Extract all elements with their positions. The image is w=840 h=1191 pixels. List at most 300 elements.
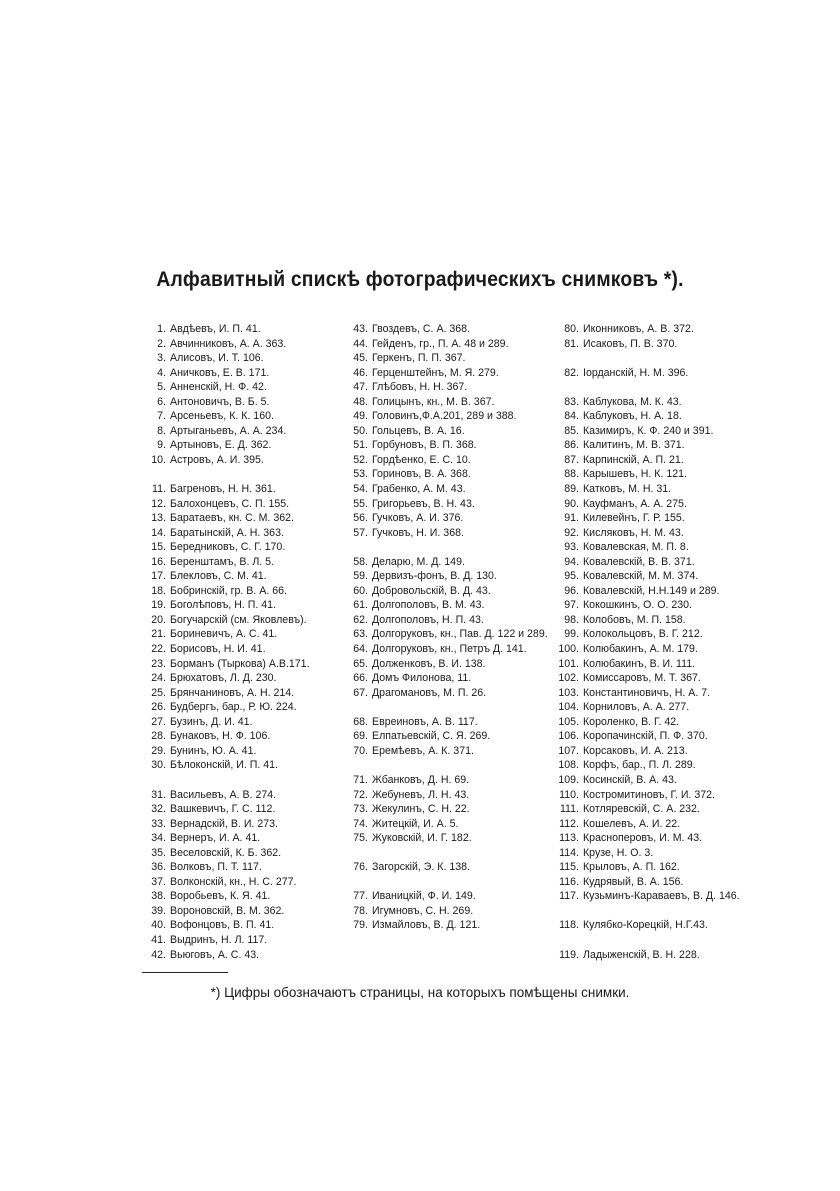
index-entry [553, 889, 753, 904]
index-entry [140, 337, 340, 352]
entry-number: 48. [353, 395, 368, 408]
entry-text: Баратынскій, А. Н. 363. [170, 526, 284, 539]
entry-text: Жебуневъ, Л. Н. 43. [372, 788, 470, 801]
entry-text: Волконскій, кн., Н. С. 277. [170, 875, 297, 888]
entry-number: 78. [353, 904, 368, 917]
entry-text: Корниловъ, А. А. 277. [583, 701, 690, 714]
entry-number: 62. [353, 613, 368, 626]
entry-number: 82. [564, 366, 579, 379]
entry-text: Короленко, В. Г. 42. [583, 715, 680, 728]
entry-text: Долженковъ, В. И. 138. [372, 657, 486, 670]
entry-text: Жекулинъ, С. Н. 22. [372, 803, 470, 816]
entry-text: Авдѣевъ, И. П. 41. [170, 323, 261, 335]
index-entry [140, 700, 340, 715]
entry-text: Крыловъ, А. П. 162. [583, 861, 680, 874]
index-entry [553, 395, 753, 410]
entry-number: 7. [157, 410, 166, 423]
entry-number: 89. [564, 483, 579, 496]
index-entry [140, 438, 340, 453]
entry-text: Ковалевская, М. П. 8. [583, 541, 689, 554]
entry-number: 9. [157, 439, 166, 452]
entry-text: Борисовъ, Н. И. 41. [170, 643, 266, 656]
entry-text: Крузе, Н. О. 3. [583, 846, 654, 859]
index-entry [342, 424, 552, 439]
entry-text: Геркенъ, П. П. 367. [372, 352, 466, 365]
entry-text: Бунинъ, Ю. А. 41. [170, 744, 257, 757]
entry-number: 92. [564, 526, 579, 539]
entry-text: Антоновичъ, В. Б. 5. [170, 395, 270, 408]
entry-number: 101. [558, 657, 579, 670]
index-entry [342, 511, 552, 526]
index-entry [140, 555, 340, 570]
entry-number: 22. [151, 643, 166, 656]
entry-number: 114. [559, 846, 579, 859]
entry-text: Колокольцовъ, В. Г. 212. [583, 628, 703, 641]
entry-text: Колюбакинъ, В. И. 111. [583, 657, 696, 670]
entry-number: 36. [151, 861, 166, 874]
entry-text: Каблуковъ, Н. А. 18. [583, 410, 682, 423]
entry-text: Іорданскій, Н. М. 396. [583, 366, 689, 379]
entry-number: 79. [353, 919, 368, 932]
index-entry [342, 860, 552, 875]
entry-text: Грабенко, А. М. 43. [372, 483, 466, 496]
index-entry [553, 657, 753, 672]
index-entry [140, 686, 340, 701]
entry-text: Авчинниковъ, А. А. 363. [170, 337, 287, 350]
entry-text: Иконниковъ, А. В. 372. [583, 323, 694, 335]
entry-number: 33. [151, 817, 166, 830]
entry-number: 104. [558, 701, 579, 714]
entry-text: Комиссаровъ, М. Т. 367. [583, 672, 701, 685]
index-entry [140, 788, 340, 803]
entry-number: 77. [353, 890, 368, 903]
entry-number: 68. [353, 715, 368, 728]
entry-number: 40. [151, 919, 166, 932]
entry-number: 109. [558, 773, 579, 786]
index-entry [140, 366, 340, 381]
entry-number: 66. [353, 672, 368, 685]
index-entry [553, 627, 753, 642]
entry-number: 39. [151, 904, 166, 917]
index-column-2 [342, 322, 552, 933]
entry-number: 31. [151, 788, 166, 801]
entry-text: Долгоруковъ, кн., Петръ Д. 141. [372, 643, 527, 656]
entry-text: Вороновскій, В. М. 362. [170, 904, 285, 917]
entry-number: 11. [152, 483, 166, 496]
entry-number: 26. [151, 701, 166, 714]
entry-text: Кокошкинъ, О. О. 230. [583, 599, 692, 612]
entry-number: 27. [151, 715, 166, 728]
entry-number: 115. [559, 861, 579, 874]
index-entry [553, 497, 753, 512]
index-column-3 [553, 322, 753, 962]
entry-number: 61. [353, 599, 368, 612]
entry-number: 10. [151, 453, 166, 466]
entry-number: 75. [353, 832, 368, 845]
index-entry [342, 904, 552, 919]
index-entry [342, 366, 552, 381]
entry-text: Аничковъ, Е. В. 171. [170, 366, 270, 379]
entry-text: Волковъ, П. Т. 117. [170, 861, 262, 874]
entry-text: Корфъ, бар., П. Л. 289. [583, 759, 696, 772]
entry-number: 88. [564, 468, 579, 481]
entry-number: 94. [564, 555, 579, 568]
index-entry [140, 904, 340, 919]
entry-text: Бунаковъ, Н. Ф. 106. [170, 730, 271, 743]
index-entry [553, 642, 753, 657]
index-entry [342, 467, 552, 482]
entry-number: 14. [151, 526, 166, 539]
entry-number: 44. [353, 337, 368, 350]
index-entry [140, 831, 340, 846]
entry-number: 28. [151, 730, 166, 743]
entry-text: Вернадскій, В. И. 273. [170, 817, 278, 830]
index-entry [140, 511, 340, 526]
entry-text: Будбергъ, бар., Р. Ю. 224. [170, 701, 297, 714]
entry-text: Карышевъ, Н. К. 121. [583, 468, 687, 481]
entry-text: Веселовскій, К. Б. 362. [170, 846, 282, 859]
entry-text: Кузьминъ-Караваевъ, В. Д. 146. [583, 890, 740, 903]
entry-number: 19. [151, 599, 166, 612]
entry-text: Каблукова, М. К. 43. [583, 395, 682, 408]
entry-number: 6. [157, 395, 166, 408]
entry-number: 99. [564, 628, 579, 641]
entry-text: Беренштамъ, В. Л. 5. [170, 555, 275, 568]
index-entry [140, 889, 340, 904]
entry-number: 103. [558, 686, 579, 699]
entry-number: 56. [353, 512, 368, 525]
entry-number: 106. [558, 730, 579, 743]
index-entry [553, 802, 753, 817]
entry-number: 17. [151, 570, 166, 583]
entry-text: Воробьевъ, К. Я. 41. [170, 890, 271, 903]
entry-text: Измайловъ, В. Д. 121. [372, 919, 481, 932]
entry-text: Алисовъ, И. Т. 106. [170, 352, 264, 365]
entry-text: Колюбакинъ, А. М. 179. [583, 643, 698, 656]
index-entry [342, 453, 552, 468]
entry-text: Бередниковъ, С. Г. 170. [170, 541, 286, 554]
index-entry [140, 482, 340, 497]
entry-number: 93. [564, 541, 579, 554]
index-entry [553, 467, 753, 482]
index-entry [553, 438, 753, 453]
entry-text: Елпатьевскій, С. Я. 269. [372, 730, 491, 743]
entry-text: Выдринъ, Н. Л. 117. [170, 933, 268, 946]
entry-text: Калитинъ, М. В. 371. [583, 439, 685, 452]
entry-number: 119. [559, 948, 579, 961]
entry-text: Казимиръ, К. Ф. 240 и 391. [583, 424, 714, 437]
entry-text: Вернеръ, И. А. 41. [170, 832, 261, 845]
index-entry [553, 453, 753, 468]
entry-number: 59. [353, 570, 368, 583]
entry-text: Гольцевъ, В. А. 16. [372, 424, 465, 437]
index-entry [140, 933, 340, 948]
index-entry [342, 555, 552, 570]
entry-number: 41. [151, 933, 166, 946]
index-entry [140, 569, 340, 584]
entry-number: 38. [151, 890, 166, 903]
index-entry [140, 846, 340, 861]
index-entry [342, 671, 552, 686]
entry-number: 85. [564, 424, 579, 437]
entry-text: Гвоздевъ, С. А. 368. [372, 323, 471, 335]
index-entry [342, 322, 552, 337]
entry-number: 47. [353, 381, 368, 394]
entry-number: 13. [151, 512, 166, 525]
index-entry [342, 657, 552, 672]
entry-text: Голицынъ, кн., М. В. 367. [372, 395, 495, 408]
index-entry [140, 657, 340, 672]
entry-number: 58. [353, 555, 368, 568]
entry-text: Бориневичъ, А. С. 41. [170, 628, 278, 641]
footnote-rule [142, 972, 228, 973]
index-entry [342, 584, 552, 599]
entry-number: 37. [151, 875, 166, 888]
entry-text: Колобовъ, М. П. 158. [583, 613, 686, 626]
entry-number: 90. [564, 497, 579, 510]
entry-text: Брянчаниновъ, А. Н. 214. [170, 686, 295, 699]
entry-number: 113. [559, 832, 579, 845]
entry-number: 21. [151, 628, 166, 641]
entry-text: Глѣбовъ, Н. Н. 367. [372, 381, 468, 394]
entry-text: Гучковъ, А. И. 376. [372, 512, 464, 525]
entry-text: Вофонцовъ, В. П. 41. [170, 919, 275, 932]
index-entry [140, 729, 340, 744]
index-entry [140, 380, 340, 395]
entry-number: 5. [157, 381, 166, 394]
entry-number: 71. [353, 773, 368, 786]
index-entry [342, 526, 552, 541]
index-entry [342, 686, 552, 701]
index-entry [342, 802, 552, 817]
index-entry [553, 555, 753, 570]
entry-text: Бузинъ, Д. И. 41. [170, 715, 253, 728]
entry-number: 52. [353, 453, 368, 466]
entry-number: 73. [353, 803, 368, 816]
entry-text: Бобринскій, гр. В. А. 66. [170, 584, 287, 597]
entry-number: 49. [353, 410, 368, 423]
index-entry [140, 613, 340, 628]
index-entry [553, 424, 753, 439]
index-entry [342, 788, 552, 803]
index-entry [140, 598, 340, 613]
entry-text: Исаковъ, П. В. 370. [583, 337, 678, 350]
index-entry [342, 395, 552, 410]
entry-text: Игумновъ, С. Н. 269. [372, 904, 474, 917]
entry-number: 4. [157, 366, 166, 379]
entry-text: Деларю, М. Д. 149. [372, 555, 465, 568]
entry-number: 25. [151, 686, 166, 699]
entry-number: 69. [353, 730, 368, 743]
index-entry [553, 831, 753, 846]
index-entry [140, 918, 340, 933]
index-entry [342, 438, 552, 453]
index-entry [553, 511, 753, 526]
index-entry [553, 773, 753, 788]
entry-number: 108. [558, 759, 579, 772]
index-entry [342, 817, 552, 832]
index-entry [553, 744, 753, 759]
entry-text: Добровольскій, В. Д. 43. [372, 584, 491, 597]
entry-number: 1. [157, 323, 166, 335]
entry-text: Ковалевскій, В. В. 371. [583, 555, 695, 568]
entry-number: 65. [353, 657, 368, 670]
entry-text: Жуковскій, И. Г. 182. [372, 832, 472, 845]
entry-number: 34. [151, 832, 166, 845]
index-entry [342, 889, 552, 904]
index-entry [553, 948, 753, 963]
index-entry [553, 715, 753, 730]
index-entry [553, 540, 753, 555]
entry-number: 50. [353, 424, 368, 437]
entry-text: Кауфманъ, А. А. 275. [583, 497, 687, 510]
entry-text: Кулябко-Корецкій, Н.Г.43. [583, 919, 708, 932]
entry-number: 97. [564, 599, 579, 612]
entry-number: 63. [353, 628, 368, 641]
entry-number: 87. [564, 453, 579, 466]
index-entry [140, 453, 340, 468]
index-entry [140, 860, 340, 875]
entry-text: Богучарскій (см. Яковлевъ). [170, 613, 307, 626]
entry-text: Евреиновъ, А. В. 117. [372, 715, 478, 728]
entry-number: 51. [353, 439, 368, 452]
index-entry [342, 497, 552, 512]
entry-number: 60. [353, 584, 368, 597]
index-entry [342, 569, 552, 584]
index-entry [553, 569, 753, 584]
entry-text: Арсеньевъ, К. К. 160. [170, 410, 274, 423]
index-entry [342, 482, 552, 497]
index-entry [140, 948, 340, 963]
index-entry [342, 409, 552, 424]
entry-number: 80. [564, 323, 579, 335]
index-entry [140, 584, 340, 599]
entry-text: Васильевъ, А. В. 274. [170, 788, 277, 801]
entry-number: 83. [564, 395, 579, 408]
index-entry [140, 540, 340, 555]
index-entry [553, 846, 753, 861]
page-title: Алфавитный спискѣ фотографическихъ снимковъ *). [156, 268, 684, 291]
index-entry [342, 613, 552, 628]
entry-text: Головинъ,Ф.А.201, 289 и 388. [372, 410, 517, 423]
index-entry [140, 802, 340, 817]
entry-text: Ковалевскій, М. М. 374. [583, 570, 699, 583]
entry-number: 105. [558, 715, 579, 728]
entry-text: Горбуновъ, В. П. 368. [372, 439, 477, 452]
index-entry [553, 817, 753, 832]
entry-text: Герценштейнъ, М. Я. 279. [372, 366, 499, 379]
entry-number: 118. [559, 919, 579, 932]
entry-text: Корсаковъ, И. А. 213. [583, 744, 688, 757]
entry-number: 67. [353, 686, 368, 699]
index-entry [140, 351, 340, 366]
entry-number: 18. [151, 584, 166, 597]
entry-number: 74. [353, 817, 368, 830]
entry-text: Кошелевъ, А. И. 22. [583, 817, 681, 830]
entry-number: 12. [151, 497, 166, 510]
index-entry [342, 729, 552, 744]
index-entry [342, 627, 552, 642]
entry-text: Боголѣповъ, Н. П. 41. [170, 599, 276, 612]
entry-text: Борманъ (Тыркова) А.В.171. [170, 657, 310, 670]
entry-number: 116. [559, 875, 579, 888]
index-entry [140, 526, 340, 541]
entry-text: Еремѣевъ, А. К. 371. [372, 744, 474, 757]
index-entry [553, 700, 753, 715]
entry-text: Домъ Филонова, 11. [372, 672, 472, 685]
entry-text: Блекловъ, С. М. 41. [170, 570, 267, 583]
index-entry [553, 613, 753, 628]
entry-text: Косинскій, В. А. 43. [583, 773, 677, 786]
entry-text: Гучковъ, Н. И. 368. [372, 526, 464, 539]
entry-text: Долгоруковъ, кн., Пав. Д. 122 и 289. [372, 628, 548, 641]
entry-number: 32. [151, 803, 166, 816]
entry-text: Гордѣенко, Е. С. 10. [372, 453, 471, 466]
entry-number: 96. [564, 584, 579, 597]
entry-text: Красноперовъ, И. М. 43. [583, 832, 703, 845]
index-entry [553, 366, 753, 381]
entry-number: 46. [353, 366, 368, 379]
entry-number: 70. [353, 744, 368, 757]
entry-text: Котляревскій, С. А. 232. [583, 803, 700, 816]
entry-text: Артыновъ, Е. Д. 362. [170, 439, 272, 452]
entry-number: 16. [151, 555, 166, 568]
index-entry [553, 598, 753, 613]
index-entry [553, 337, 753, 352]
entry-number: 30. [151, 759, 166, 772]
entry-text: Багреновъ, Н. Н. 361. [170, 483, 276, 496]
entry-number: 95. [564, 570, 579, 583]
entry-text: Драгомановъ, М. П. 26. [372, 686, 487, 699]
entry-text: Коропачинскій, П. Ф. 370. [583, 730, 708, 743]
index-entry [553, 322, 753, 337]
entry-text: Вьюговъ, А. С. 43. [170, 948, 260, 961]
index-entry [140, 744, 340, 759]
entry-number: 43. [353, 323, 368, 335]
entry-text: Иваницкій, Ф. И. 149. [372, 890, 476, 903]
index-entry [342, 598, 552, 613]
entry-number: 3. [157, 352, 166, 365]
entry-number: 42. [151, 948, 166, 961]
entry-text: Катковъ, М. Н. 31. [583, 483, 672, 496]
index-entry [553, 729, 753, 744]
index-entry [140, 758, 340, 773]
index-entry [342, 773, 552, 788]
entry-number: 23. [151, 657, 166, 670]
entry-number: 81. [564, 337, 579, 350]
entry-number: 64. [353, 643, 368, 656]
index-entry [553, 584, 753, 599]
index-entry [140, 817, 340, 832]
index-entry [140, 409, 340, 424]
entry-text: Житецкій, И. А. 5. [372, 817, 459, 830]
entry-number: 107. [558, 744, 579, 757]
footnote: *) Цифры обозначаютъ страницы, на которыхъ помѣщены снимки. [210, 985, 630, 1000]
entry-text: Балохонцевъ, С. П. 155. [170, 497, 290, 510]
entry-text: Анненскій, Н. Ф. 42. [170, 381, 267, 394]
entry-number: 54. [353, 483, 368, 496]
entry-number: 15. [151, 541, 166, 554]
entry-text: Долгополовъ, В. М. 43. [372, 599, 485, 612]
index-entry [140, 875, 340, 890]
entry-number: 111. [559, 803, 579, 816]
index-entry [553, 875, 753, 890]
entry-number: 24. [151, 672, 166, 685]
entry-number: 102. [558, 672, 579, 685]
index-entry [342, 918, 552, 933]
index-entry [553, 788, 753, 803]
entry-number: 98. [564, 613, 579, 626]
